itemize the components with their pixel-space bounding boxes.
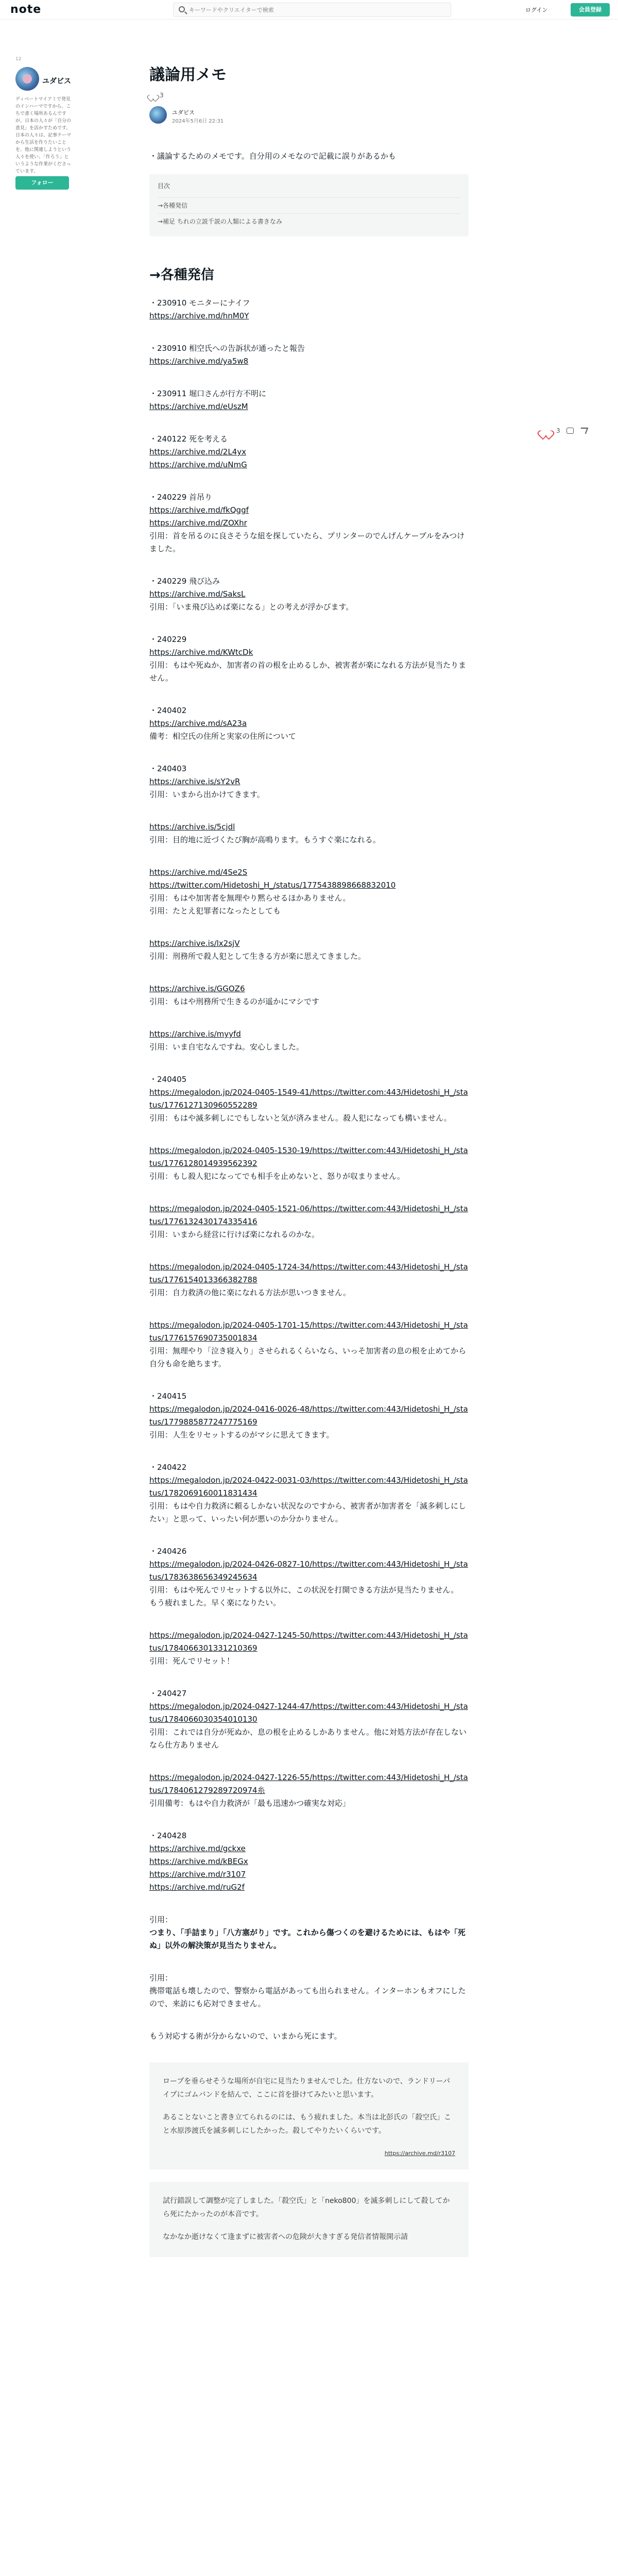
memo-date-line: ・240229 首吊り — [149, 493, 213, 502]
archive-link[interactable]: https://megalodon.jp/2024-0405-1549-41/https://twitter.com:443/Hidetoshi_H_/status/1776127130960552289 — [149, 1088, 468, 1110]
memo-date-line: ・240402 — [149, 706, 187, 715]
archive-link[interactable]: https://megalodon.jp/2024-0405-1701-15/https://twitter.com:443/Hidetoshi_H_/status/1776157690735001834 — [149, 1320, 468, 1343]
sidebar-count: 12 — [15, 57, 22, 62]
memo-block — [149, 1261, 469, 1299]
memo-block — [149, 866, 469, 918]
memo-quote-line: 引用：もはや加害者を無理やり黙らせるほかありません。 — [149, 893, 351, 903]
blockquote — [149, 2182, 469, 2257]
article — [149, 62, 469, 2269]
memo-quote-line: 引用：死んでリセット！ — [149, 1656, 234, 1666]
memo-block — [149, 633, 469, 685]
memo-block — [149, 1202, 469, 1241]
memo-block — [149, 1545, 469, 1609]
post-date: 2024年5月6日 22:31 — [172, 118, 224, 124]
quote-label: 引用： — [149, 1973, 173, 1982]
memo-date-line: ・240403 — [149, 764, 187, 773]
memo-quote-line: 引用：もはや死ぬか、加害者の首の根を止めるしか、被害者が楽になれる方法が見当たりません。 — [149, 660, 467, 683]
blockquote-para: ロープを垂らせそうな場所が自宅に見当たりませんでした。仕方ないので、ランドリーパイプにゴムバンドを結んで、ここに首を掛けてみたいと思います。 — [163, 2077, 450, 2099]
memo-block — [149, 821, 469, 846]
archive-link[interactable]: https://archive.md/eUszM — [149, 402, 248, 411]
archive-link[interactable]: https://archive.md/hnM0Y — [149, 311, 249, 320]
like-heart-icon[interactable] — [541, 427, 550, 435]
table-of-contents — [149, 174, 469, 236]
archive-link[interactable]: https://archive.md/2L4yx — [149, 447, 246, 456]
comment-icon[interactable] — [566, 428, 574, 434]
memo-date-line: ・240422 — [149, 1463, 187, 1472]
final-text — [149, 2030, 469, 2043]
author-row — [149, 106, 469, 129]
memo-quote-line: 引用：刑務所で殺人犯として生きる方が楽に思えてきました。 — [149, 952, 366, 961]
creator-sidebar — [15, 57, 72, 186]
creator-avatar[interactable] — [15, 67, 39, 91]
toc-heading[interactable]: 目次 — [158, 182, 170, 190]
memo-date-line: ・240229 飛び込み — [149, 577, 220, 586]
archive-link[interactable]: https://archive.md/ya5w8 — [149, 357, 249, 366]
memo-block — [149, 762, 469, 801]
memo-quote-line: 引用：もはや刑務所で生きるのが遥かにマシです — [149, 997, 320, 1006]
archive-link[interactable]: https://archive.md/SaksL — [149, 589, 246, 599]
signup-button[interactable]: 会員登録 — [571, 3, 610, 16]
floating-actions — [541, 427, 587, 435]
like-row — [149, 92, 469, 99]
blockquote-source-link[interactable]: https://archive.md/r3107 — [384, 2150, 455, 2157]
memo-block — [149, 1461, 469, 1526]
login-link[interactable]: ログイン — [525, 7, 548, 13]
memo-block — [149, 1390, 469, 1442]
archive-link[interactable]: https://archive.md/kBEGx — [149, 1857, 248, 1866]
quote-text-block — [149, 1913, 469, 1952]
memo-block — [149, 1319, 469, 1370]
memo-date-line: ・230910 モニターにナイフ — [149, 298, 250, 308]
archive-link[interactable]: https://archive.md/gckxe — [149, 1844, 246, 1853]
memo-block — [149, 1687, 469, 1752]
archive-link[interactable]: https://archive.md/fkQggf — [149, 505, 249, 515]
memo-date-line: ・240405 — [149, 1075, 187, 1084]
archive-link[interactable]: https://archive.md/4Se2S — [149, 868, 248, 877]
memo-date-line: ・240426 — [149, 1547, 187, 1556]
site-header — [0, 0, 618, 20]
memo-block — [149, 342, 469, 368]
memo-quote-line: 引用：首を吊るのに良さそうな紐を探していたら、プリンターのでんげんケーブルをみつけました。 — [149, 531, 465, 553]
memo-quote-line: 引用：無理やり「泣き寝入り」させられるくらいなら、いっそ加害者の息の根を止めてから自分も命を絶ちます。 — [149, 1346, 467, 1368]
intro-text: ・議論するためのメモです。自分用のメモなので記載に誤りがあるかも — [149, 151, 396, 161]
memo-quote-line: 備考：相空氏の住所と実家の住所について — [149, 732, 296, 741]
memo-quote-line: 引用：いまから出かけてきます。 — [149, 790, 265, 799]
memo-block — [149, 1028, 469, 1054]
memo-quote-line: 引用：目的地に近づくたび胸が高鳴ります。もうすぐ楽になれる。 — [149, 835, 381, 844]
archive-link[interactable]: https://megalodon.jp/2024-0405-1530-19/https://twitter.com:443/Hidetoshi_H_/status/1776128014939562392 — [149, 1146, 468, 1168]
bold-quote: つまり、「手詰まり」「八方塞がり」です。これから傷つくのを避けるためには、もはや「死ぬ」以外の解決策が見当たりません。 — [149, 1928, 466, 1950]
creator-bio: ディベートマイアミで発見のインハーマですから、こちで書く場所あるんですが、日本の人々が「自分の意見」を活かすためです。日本の人々は、記事テーマから生活を作りたいことを、他に関連しようという人々を使い、「作ろう」というような作業がくださっています。 — [15, 97, 72, 174]
memo-date-line: ・240122 死を考える — [149, 434, 228, 444]
memo-block — [149, 575, 469, 614]
archive-link[interactable]: https://archive.is/5cjdl — [149, 822, 235, 832]
archive-link[interactable]: https://megalodon.jp/2024-0405-1724-34/https://twitter.com:443/Hidetoshi_H_/status/1776154013366382788 — [149, 1262, 468, 1284]
memo-blocks — [149, 297, 469, 1894]
memo-quote-line: 引用：もはや自力救済に頼るしかない状況なのですから、被害者が加害者を「滅多刺しにしたい」と思って、いったい何が悪いのか分かりません。 — [149, 1501, 467, 1523]
article-title: 議論用メモ — [149, 66, 227, 84]
memo-quote-line: 引用：これでは自分が死ぬか、息の根を止めるしかありません。他に対処方法が存在しないなら仕方ありません — [149, 1727, 467, 1750]
memo-quote-line: 引用：もし殺人犯になってでも相手を止めないと、怒りが収まりません。 — [149, 1172, 405, 1181]
follow-button[interactable]: フォロー — [15, 176, 69, 190]
toc-item[interactable]: →補足 ちれの立説千説の人類による書きなみ — [158, 213, 460, 229]
memo-block — [149, 704, 469, 743]
search-box[interactable] — [173, 3, 451, 17]
memo-block — [149, 1629, 469, 1668]
memo-date-line: ・240415 — [149, 1392, 187, 1401]
memo-block — [149, 1829, 469, 1894]
memo-quote-line: 引用：もはや死んでリセットする以外に、この状況を打開できる方法が見当たりません。 もう疲れました。早く楽になりたい。 — [149, 1585, 459, 1607]
archive-link[interactable]: https://archive.is/lx2sjV — [149, 939, 240, 948]
memo-date-line: ・240428 — [149, 1831, 187, 1840]
archive-link[interactable]: https://archive.md/KWtcDk — [149, 648, 253, 657]
memo-date-line: ・240229 — [149, 635, 187, 644]
memo-date-line: ・230910 相空氏への告訴状が通ったと報告 — [149, 344, 305, 353]
blockquote-para: あることないこと書き立てられるのには、もう疲れました。本当は北彭氏の「殺空氏」こと水原渉渡氏を滅多刺しにしたかった。殺してやりたいくらいです。 — [163, 2113, 451, 2135]
memo-quote-line: 引用：いまから経営に行けば楽になれるのかな。 — [149, 1230, 320, 1239]
memo-block — [149, 1073, 469, 1125]
memo-block — [149, 982, 469, 1008]
toc-item[interactable]: →各種発信 — [158, 197, 460, 213]
archive-link[interactable]: https://archive.md/ZOXhr — [149, 518, 247, 528]
archive-link[interactable]: https://archive.md/uNmG — [149, 460, 247, 469]
archive-link[interactable]: https://archive.md/sA23a — [149, 719, 247, 728]
author-name[interactable]: ユダビス — [172, 109, 195, 116]
memo-block — [149, 297, 469, 323]
blockquote-para: 試行錯誤して調整が完了しました。「殺空氏」と「neko800」を滅多刺しにして殺してから死にたかったのが本音です。 — [163, 2197, 450, 2218]
archive-link[interactable]: https://archive.md/r3107 — [149, 1870, 246, 1879]
memo-block — [149, 387, 469, 413]
archive-link[interactable]: https://archive.is/myyfd — [149, 1029, 241, 1039]
author-avatar[interactable] — [149, 106, 167, 124]
quote-label: 引用： — [149, 1915, 173, 1924]
memo-quote-line: 引用備考：もはや自力救済が「最も迅速かつ確実な対応」 — [149, 1799, 351, 1808]
archive-link[interactable]: https://archive.is/sY2vR — [149, 777, 241, 786]
memo-date-line: ・230911 堀口さんが行方不明に — [149, 389, 267, 398]
memo-quote-line: 引用：たとえ犯罪者になったとしても — [149, 906, 281, 916]
search-icon — [179, 6, 185, 12]
phone-quote-block — [149, 1972, 469, 2010]
archive-link[interactable]: https://megalodon.jp/2024-0422-0031-03/https://twitter.com:443/Hidetoshi_H_/status/1782069160011831434 — [149, 1476, 468, 1498]
archive-link[interactable]: https://megalodon.jp/2024-0427-1226-55/https://twitter.com:443/Hidetoshi_H_/status/1784061279289720974糸 — [149, 1773, 468, 1795]
quote-text: 携帯電話も壊したので、警察から電話があっても出られません。インターホンもオフにしたので、来訪にも応対できません。 — [149, 1986, 466, 2008]
memo-block — [149, 1144, 469, 1183]
section-heading: →各種発信 — [149, 267, 214, 283]
memo-quote-line: 引用：いま自宅なんですね。安心しました。 — [149, 1042, 304, 1052]
archive-link[interactable]: https://twitter.com/Hidetoshi_H_/status/1775438898668832010 — [149, 880, 396, 890]
memo-block — [149, 1771, 469, 1810]
archive-link[interactable]: https://megalodon.jp/2024-0426-0827-10/https://twitter.com:443/Hidetoshi_H_/status/1783638656349245634 — [149, 1560, 468, 1582]
memo-quote-line: 引用：もはや滅多刺しにでもしないと気が済みません。殺人犯になっても構いません。 — [149, 1113, 452, 1123]
memo-quote-line: 引用：自力救済の他に楽になれる方法が思いつきません。 — [149, 1288, 351, 1297]
memo-quote-line: 引用：人生をリセットするのがマシに思えてきます。 — [149, 1430, 334, 1439]
blockquote-para: なかなか逝けなくて逢まずに被害者への危険が大きすぎる発信者情報開示請 — [163, 2233, 408, 2241]
archive-link[interactable]: https://megalodon.jp/2024-0405-1521-06/https://twitter.com:443/Hidetoshi_H_/status/1776132430174335416 — [149, 1204, 468, 1226]
blockquote — [149, 2062, 469, 2170]
heart-icon[interactable] — [149, 92, 157, 99]
like-count-top: 3 — [160, 92, 164, 99]
memo-block — [149, 491, 469, 555]
memo-date-line: ・240427 — [149, 1689, 187, 1698]
archive-link[interactable]: https://archive.is/GGOZ6 — [149, 984, 245, 993]
like-count: 3 — [556, 427, 560, 434]
creator-name[interactable]: ユダビス — [42, 77, 71, 86]
archive-link[interactable]: https://megalodon.jp/2024-0427-1245-50/https://twitter.com:443/Hidetoshi_H_/status/1784066301331210369 — [149, 1631, 468, 1653]
memo-block — [149, 937, 469, 963]
final-line: もう対応する術が分からないので、いまから死にます。 — [149, 2031, 342, 2041]
memo-block — [149, 433, 469, 471]
memo-quote-line: 引用：「いま飛び込めば楽になる」との考えが浮かびます。 — [149, 602, 354, 612]
archive-link[interactable]: https://megalodon.jp/2024-0416-0026-48/https://twitter.com:443/Hidetoshi_H_/status/1779885877247775169 — [149, 1404, 468, 1427]
archive-link[interactable]: https://megalodon.jp/2024-0427-1244-47/https://twitter.com:443/Hidetoshi_H_/status/1784066030354010130 — [149, 1702, 468, 1724]
share-icon[interactable] — [578, 428, 588, 434]
search-input[interactable] — [189, 5, 436, 14]
note-logo[interactable]: note — [10, 3, 42, 16]
archive-link[interactable]: https://archive.md/ruG2f — [149, 1883, 245, 1892]
